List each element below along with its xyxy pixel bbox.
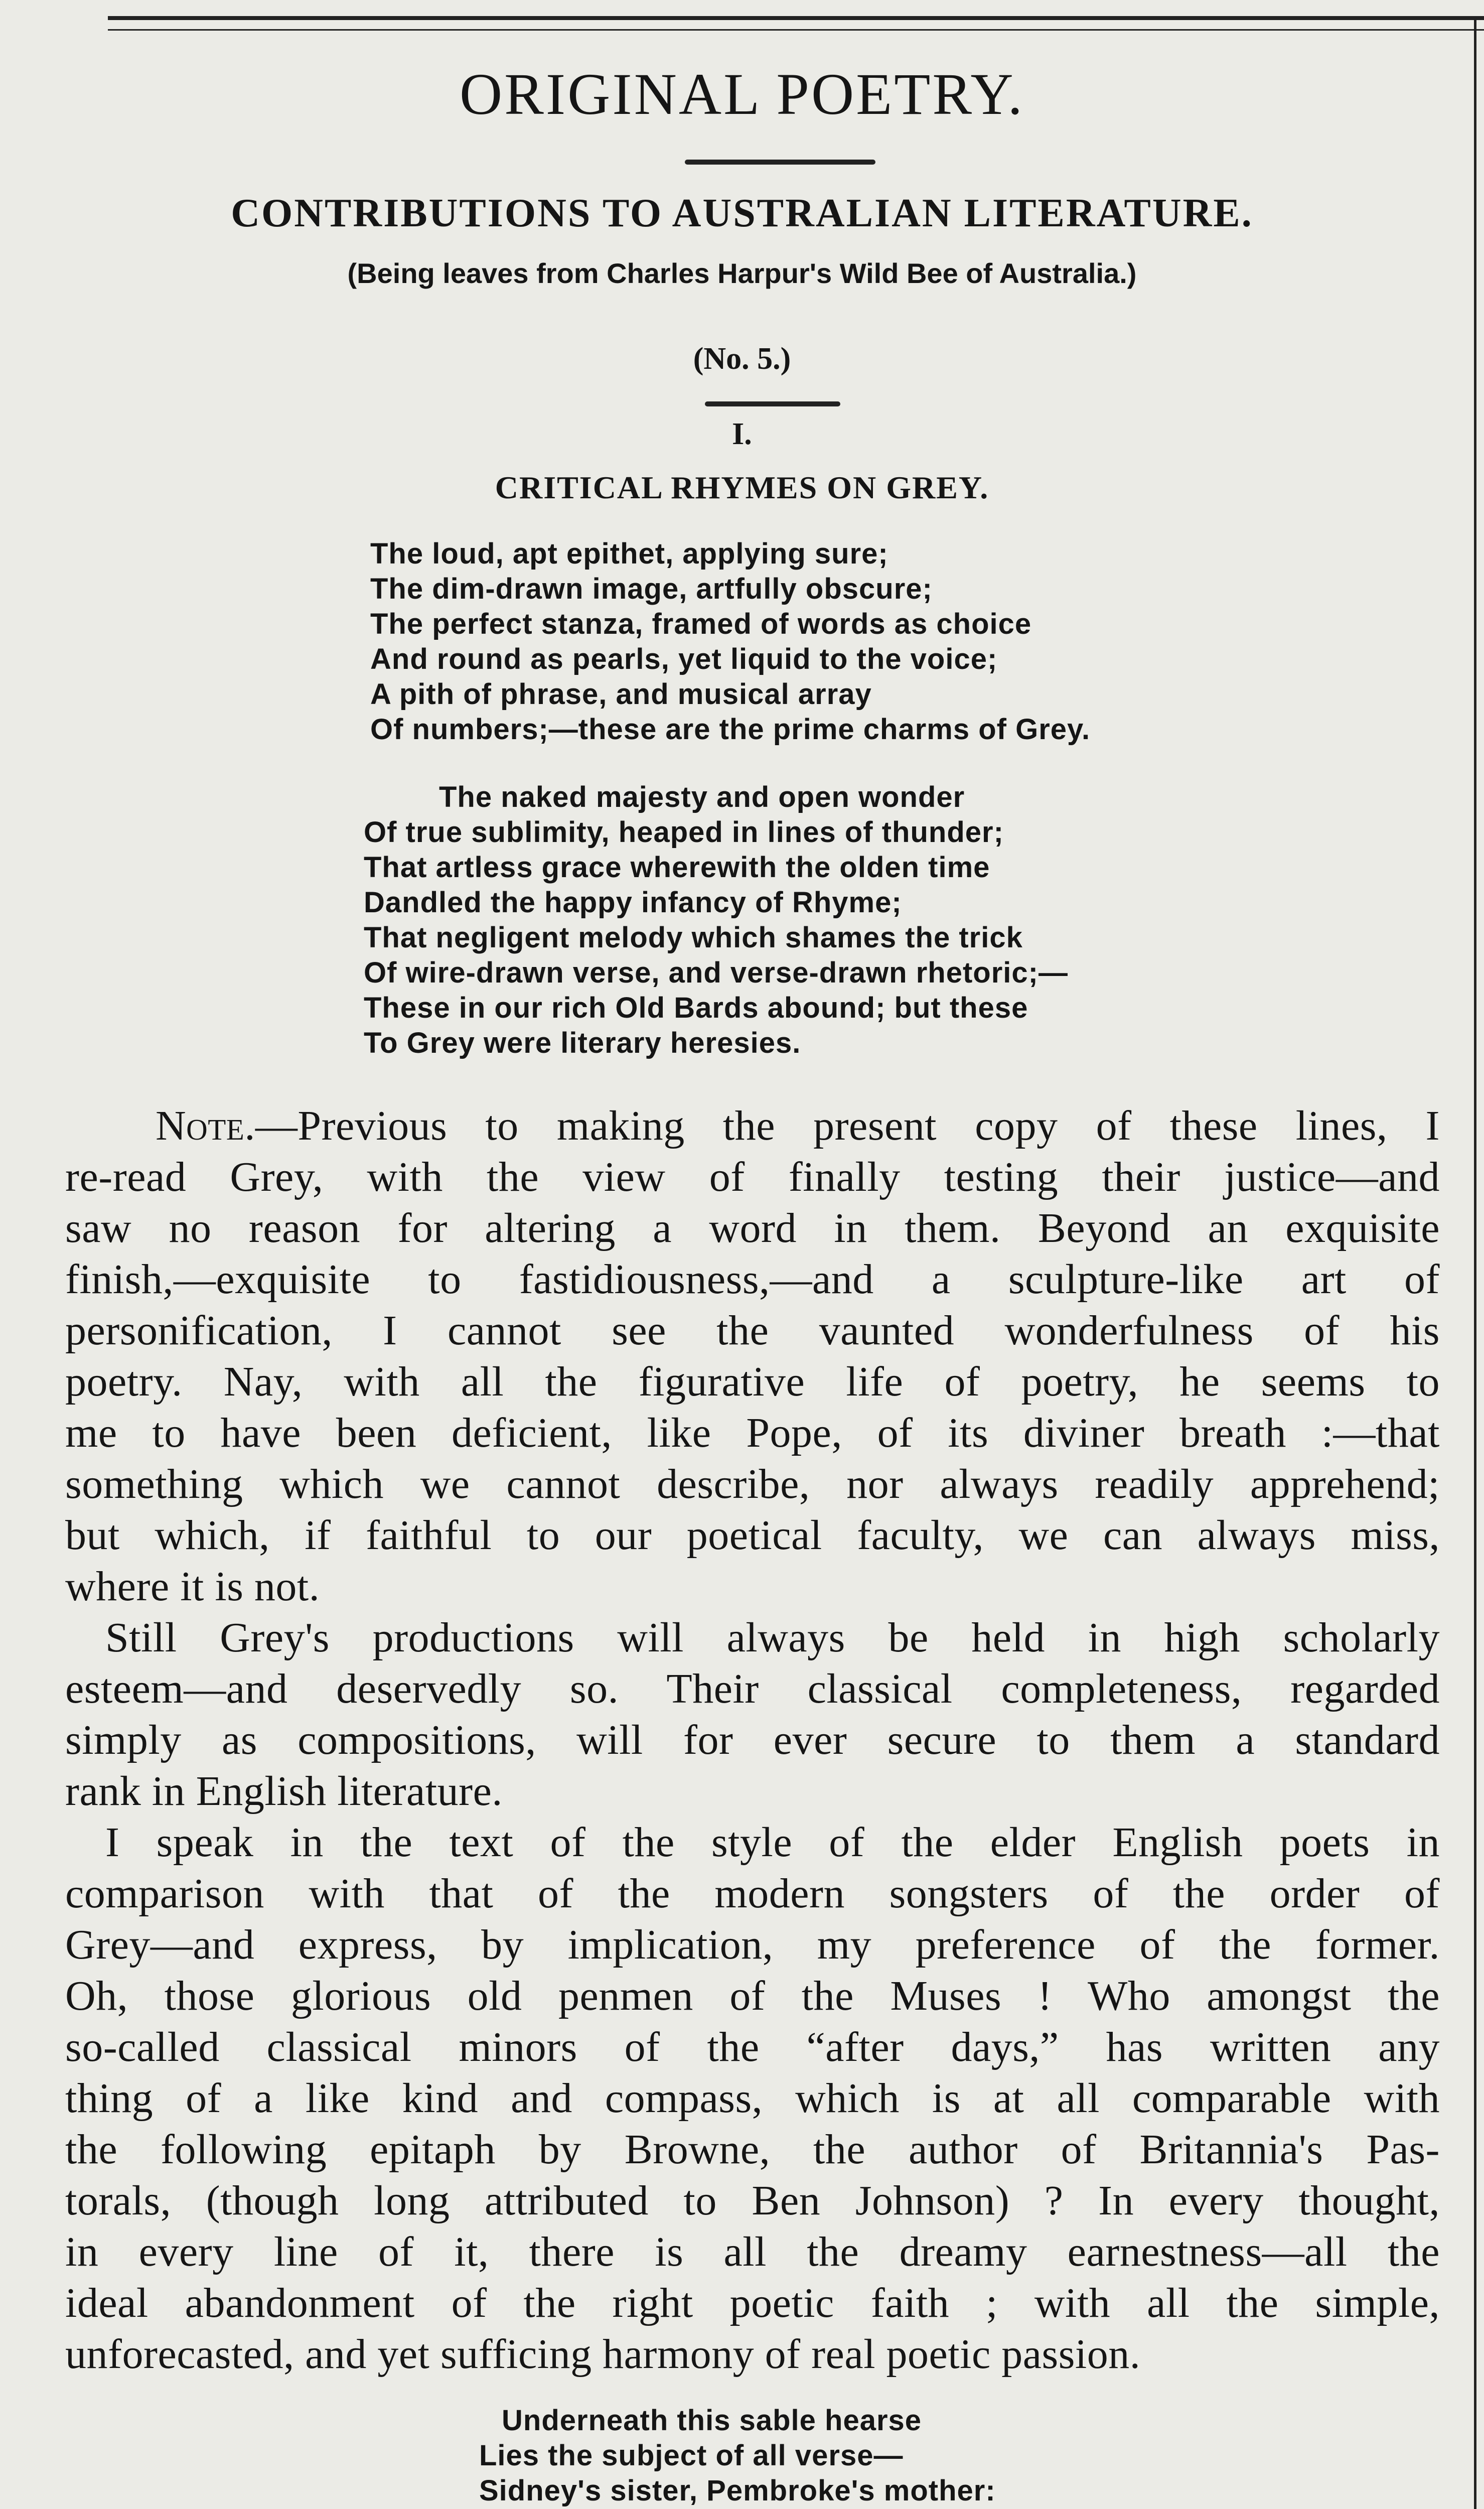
- verse-line: The loud, apt epithet, applying sure;: [370, 537, 888, 570]
- prose-line: Still Grey's productions will always be held in high scholarly: [105, 1614, 1440, 1661]
- prose-line: finish,—exquisite to fastidiousness,—and a sculpture-like art of: [65, 1256, 1440, 1303]
- prose-line: me to have been deficient, like Pope, of its diviner breath :—that: [65, 1410, 1440, 1456]
- poem-title: CRITICAL RHYMES ON GREY.: [495, 470, 989, 505]
- verse-line: Sidney's sister, Pembroke's mother:: [479, 2474, 996, 2507]
- verse-line: To Grey were literary heresies.: [364, 1027, 801, 1059]
- prose-line: poetry. Nay, with all the figurative life of poetry, he seems to: [65, 1358, 1440, 1405]
- prose-line: torals, (though long attributed to Ben Johnson) ? In every thought,: [65, 2177, 1440, 2224]
- verse-line: Of numbers;—these are the prime charms of Grey.: [370, 713, 1091, 746]
- verse-line: These in our rich Old Bards abound; but these: [364, 992, 1028, 1024]
- series-title: CONTRIBUTIONS TO AUSTRALIAN LITERATURE.: [231, 191, 1253, 235]
- note-label: Note.: [156, 1102, 255, 1149]
- prose-line: where it is not.: [65, 1563, 320, 1610]
- prose-line: personification, I cannot see the vaunted wonderfulness of his: [65, 1307, 1440, 1354]
- prose-line: esteem—and deservedly so. Their classical completeness, regarded: [65, 1665, 1440, 1712]
- verse-line: The naked majesty and open wonder: [439, 781, 965, 813]
- poem-numeral: I.: [732, 417, 752, 451]
- verse-line: The dim-drawn image, artfully obscure;: [370, 573, 933, 605]
- prose-line: the following epitaph by Browne, the author of Britannia's Pas-: [65, 2126, 1440, 2173]
- prose-line: Oh, those glorious old penmen of the Muses ! Who amongst the: [65, 1973, 1440, 2019]
- note-text: —Previous to making the present copy of these lines, I: [255, 1102, 1440, 1149]
- verse-line: And round as pearls, yet liquid to the voice;: [370, 643, 998, 675]
- prose-line: thing of a like kind and compass, which is at all comparable with: [65, 2075, 1440, 2122]
- verse-line: Lies the subject of all verse—: [479, 2439, 904, 2472]
- verse-line: Of wire-drawn verse, and verse-drawn rhetoric;—: [364, 956, 1068, 989]
- prose-line: I speak in the text of the style of the elder English poets in: [105, 1819, 1440, 1866]
- prose-line: in every line of it, there is all the dreamy earnestness—all the: [65, 2228, 1440, 2275]
- note-first-line: [156, 1101, 1440, 1150]
- prose-line: something which we cannot describe, nor always readily apprehend;: [65, 1461, 1440, 1507]
- prose-line: unforecasted, and yet sufficing harmony of real poetic passion.: [65, 2331, 1141, 2378]
- verse-line: A pith of phrase, and musical array: [370, 678, 872, 711]
- subtitle: (Being leaves from Charles Harpur's Wild Bee of Australia.): [347, 257, 1137, 289]
- issue-number: (No. 5.): [693, 342, 791, 376]
- prose-line: Grey—and express, by implication, my preference of the former.: [65, 1921, 1440, 1968]
- prose-line: rank in English literature.: [65, 1768, 503, 1815]
- prose-line: but which, if faithful to our poetical faculty, we can always miss,: [65, 1512, 1440, 1559]
- verse-line: That negligent melody which shames the trick: [364, 921, 1023, 954]
- prose-line: so-called classical minors of the “after days,” has written any: [65, 2024, 1440, 2070]
- number-rule: [705, 401, 840, 406]
- verse-line: Dandled the happy infancy of Rhyme;: [364, 886, 902, 919]
- top-rule: [108, 16, 1484, 20]
- verse-line: Underneath this sable hearse: [502, 2404, 922, 2437]
- prose-line: re-read Grey, with the view of finally testing their justice—and: [65, 1154, 1440, 1200]
- right-rule: [1474, 16, 1476, 2509]
- verse-line: The perfect stanza, framed of words as choice: [370, 608, 1032, 640]
- prose-line: simply as compositions, will for ever secure to them a standard: [65, 1717, 1440, 1763]
- prose-line: saw no reason for altering a word in them. Beyond an exquisite: [65, 1205, 1440, 1251]
- top-rule-thin: [108, 29, 1484, 31]
- verse-line: Of true sublimity, heaped in lines of thunder;: [364, 816, 1004, 849]
- prose-line: ideal abandonment of the right poetic faith ; with all the simple,: [65, 2280, 1440, 2326]
- section-title: ORIGINAL POETRY.: [459, 61, 1025, 127]
- ornament-rule: [685, 160, 875, 165]
- verse-line: That artless grace wherewith the olden time: [364, 851, 990, 884]
- prose-line: comparison with that of the modern songsters of the order of: [65, 1870, 1440, 1917]
